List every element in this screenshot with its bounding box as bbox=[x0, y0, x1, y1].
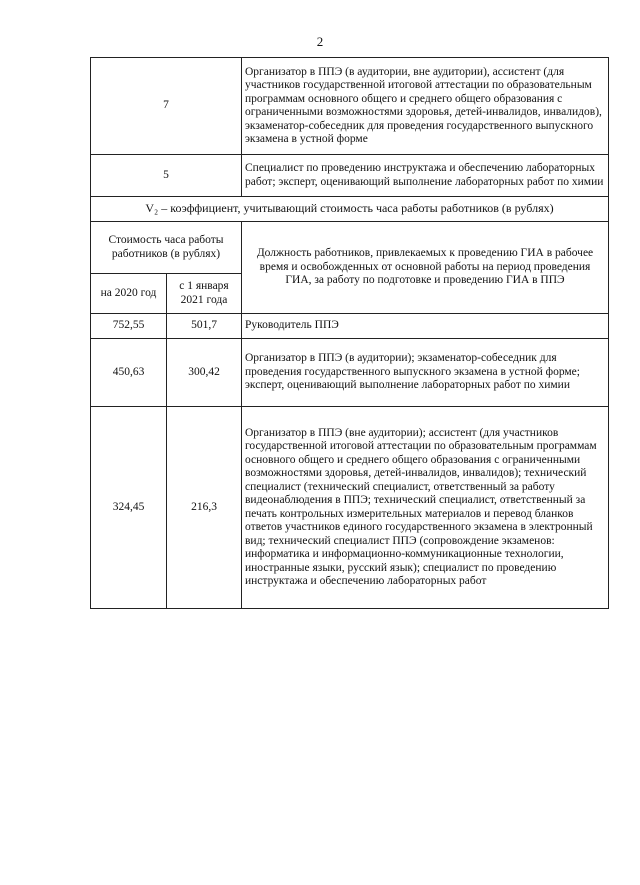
position-cell: Организатор в ППЭ (вне аудитории); ассистент (для участников государственной итоговой аттестации по образовательным программам основного общего и среднего общего образования с ограниченными возможностями здоровья, детей-инвалидов, инвалидов); технический специалист (технический специалист, ответственный за работу видеонаблюдения в ППЭ; технический специалист, ответственный за печать контрольных измерительных материалов и перевод бланков ответов участников единого государственного экзамена в электронный вид; технический специалист ППЭ (сопровождение экзаменов: информатика и информационно-коммуникационные технологии, иностранные языки, русский язык); специалист по проведению инструктажа и обеспечению лабораторных работ bbox=[242, 407, 609, 609]
rates-table bbox=[90, 57, 609, 609]
coefficient-value: 5 bbox=[91, 155, 242, 197]
position-description: Организатор в ППЭ (в аудитории, вне аудитории), ассистент (для участников государственной итоговой аттестации по образовательным программам основного общего и среднего общего образования с ограниченными возможностями здоровья, детей-инвалидов, инвалидов), экзаменатор-собеседник для проведения государственного выпускного экзамена в устной форме bbox=[242, 58, 609, 155]
position-cell: Руководитель ППЭ bbox=[242, 314, 609, 339]
cost-2020-cell: 450,63 bbox=[91, 339, 167, 407]
table-row bbox=[91, 155, 609, 197]
cost-2020-cell: 752,55 bbox=[91, 314, 167, 339]
coefficient-title: V₂ – коэффициент, учитывающий стоимость часа работы работников (в рублях) bbox=[91, 197, 609, 222]
year-2020-header: на 2020 год bbox=[91, 274, 167, 314]
cost-header: Стоимость часа работы работников (в рублях) bbox=[91, 222, 242, 274]
year-2021-header: с 1 января 2021 года bbox=[167, 274, 242, 314]
cost-2021-cell: 216,3 bbox=[167, 407, 242, 609]
cost-2021-cell: 501,7 bbox=[167, 314, 242, 339]
coefficient-value: 7 bbox=[91, 58, 242, 155]
header-row bbox=[91, 222, 609, 274]
table-row bbox=[91, 407, 609, 609]
table-row bbox=[91, 58, 609, 155]
page-number: 2 bbox=[316, 34, 324, 49]
cost-2020-cell: 324,45 bbox=[91, 407, 167, 609]
table-row bbox=[91, 339, 609, 407]
cost-2021-cell: 300,42 bbox=[167, 339, 242, 407]
position-description: Специалист по проведению инструктажа и обеспечению лабораторных работ; эксперт, оценивающий выполнение лабораторных работ по химии bbox=[242, 155, 609, 197]
coefficient-title-row bbox=[91, 197, 609, 222]
table-row bbox=[91, 314, 609, 339]
position-cell: Организатор в ППЭ (в аудитории); экзаменатор-собеседник для проведения государственного выпускного экзамена в устной форме; эксперт, оценивающий выполнение лабораторных работ по химии bbox=[242, 339, 609, 407]
position-header: Должность работников, привлекаемых к проведению ГИА в рабочее время и освобожденных от основной работы на период проведения ГИА, за работу по подготовке и проведению ГИА в ППЭ bbox=[242, 222, 609, 314]
